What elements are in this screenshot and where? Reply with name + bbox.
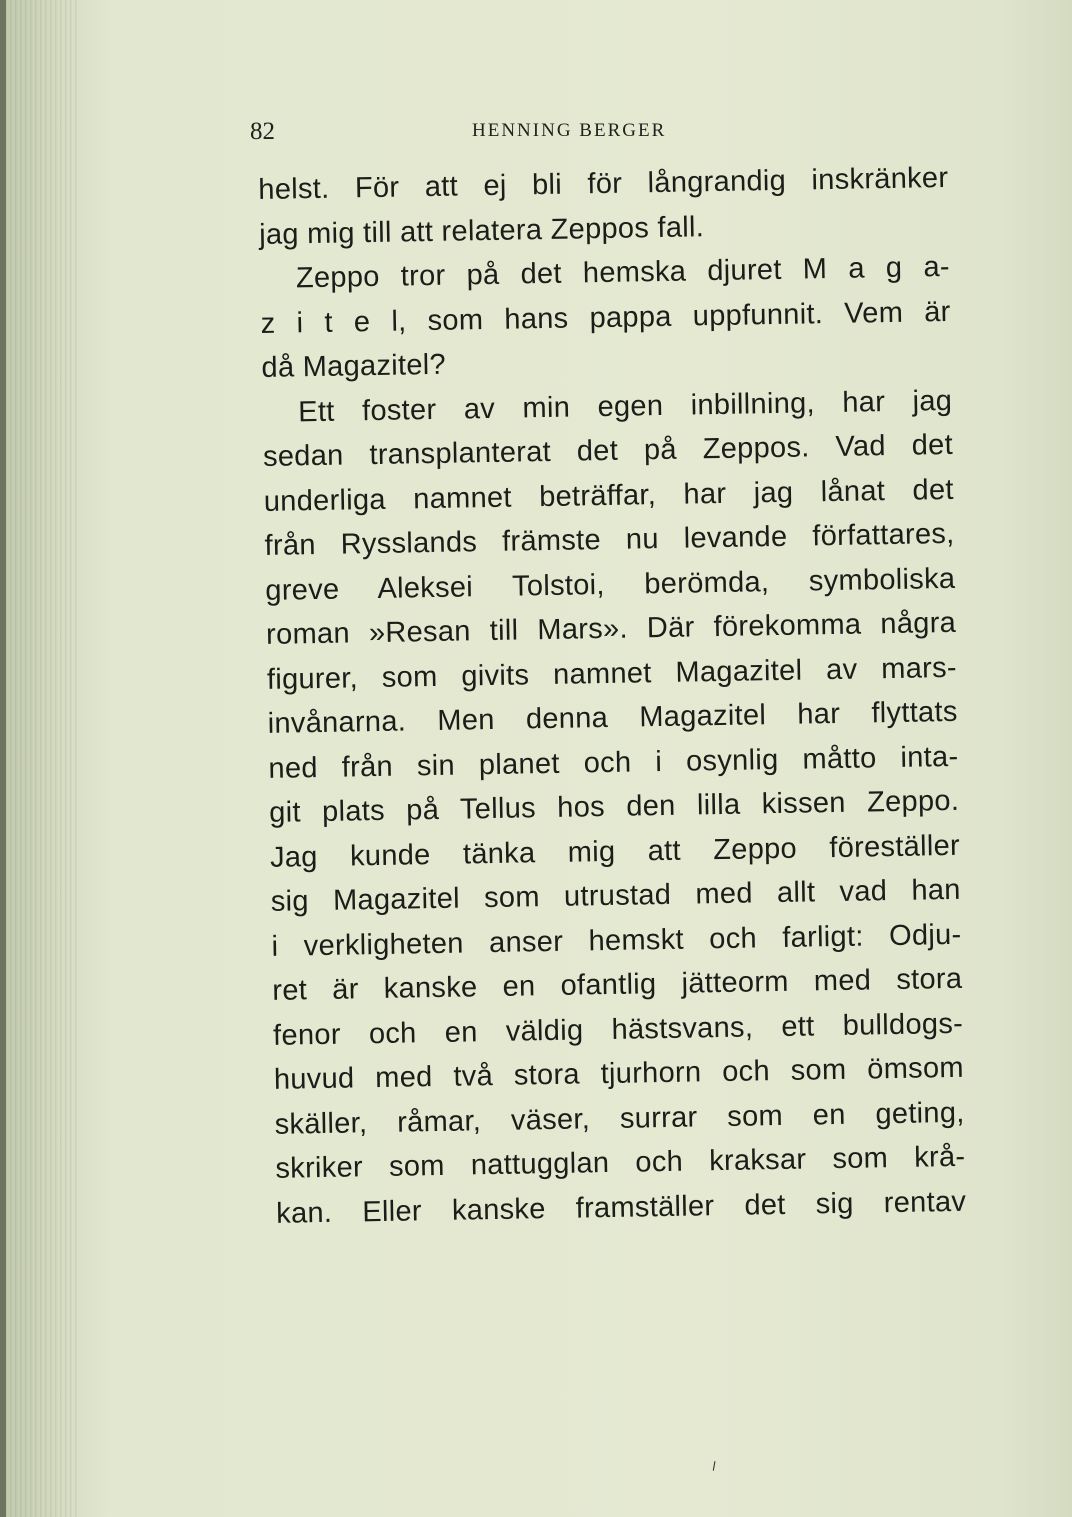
text-line: Jag kunde tänka mig att Zeppo föreställer [269, 829, 961, 874]
text-line: invånarna. Men denna Magazitel har flyttats [267, 695, 958, 740]
text-line: Zeppo tror på det hemska djuret M a g a- [295, 250, 951, 295]
text-line: underliga namnet beträffar, har jag lånat det [263, 473, 954, 518]
body-text [258, 156, 967, 1236]
text-line: kan. Eller kanske framställer det sig rentav [275, 1185, 967, 1230]
text-line: skriker som nattugglan och kraksar som krå- [275, 1140, 966, 1185]
text-line: fenor och en väldig hästsvans, ett bulldogs- [272, 1007, 964, 1052]
text-line: jag mig till att relatera Zeppos fall. [258, 210, 705, 251]
text-line: figurer, som givits namnet Magazitel av mars- [266, 651, 958, 696]
text-line: skäller, råmar, väser, surrar som en geting, [274, 1096, 965, 1141]
text-line: roman »Resan till Mars». Där förekomma några [265, 606, 957, 651]
book-spine [0, 0, 6, 1517]
text-line: greve Aleksei Tolstoi, berömda, symboliska [265, 562, 956, 607]
text-line: sig Magazitel som utrustad med allt vad han [270, 873, 961, 918]
text-line: från Rysslands främste nu levande författares, [264, 517, 955, 562]
running-head: HENNING BERGER [472, 120, 667, 141]
text-line: git plats på Tellus hos den lilla kissen Zeppo. [268, 784, 960, 829]
text-line: då Magazitel? [261, 348, 447, 384]
text-line: z i t e l, som hans pappa uppfunnit. Vem är [260, 295, 951, 340]
text-line: sedan transplanterat det på Zeppos. Vad det [262, 428, 954, 473]
text-line: Ett foster av min egen inbillning, har jag [297, 384, 953, 428]
text-line: huvud med två stora tjurhorn och som ömsom [273, 1051, 965, 1096]
text-line: helst. För att ej bli för långrandig inskränker [258, 161, 949, 206]
text-line: ned från sin planet och i osynlig måtto inta- [268, 740, 959, 785]
page-header [250, 118, 730, 150]
page-stack-edge [0, 0, 80, 1517]
ink-mark: ⸝ [700, 1449, 723, 1475]
text-line: i verkligheten anser hemskt och farligt: Odju- [271, 918, 962, 963]
text-line: ret är kanske en ofantlig jätteorm med stora [272, 962, 963, 1007]
page-number: 82 [250, 118, 275, 145]
